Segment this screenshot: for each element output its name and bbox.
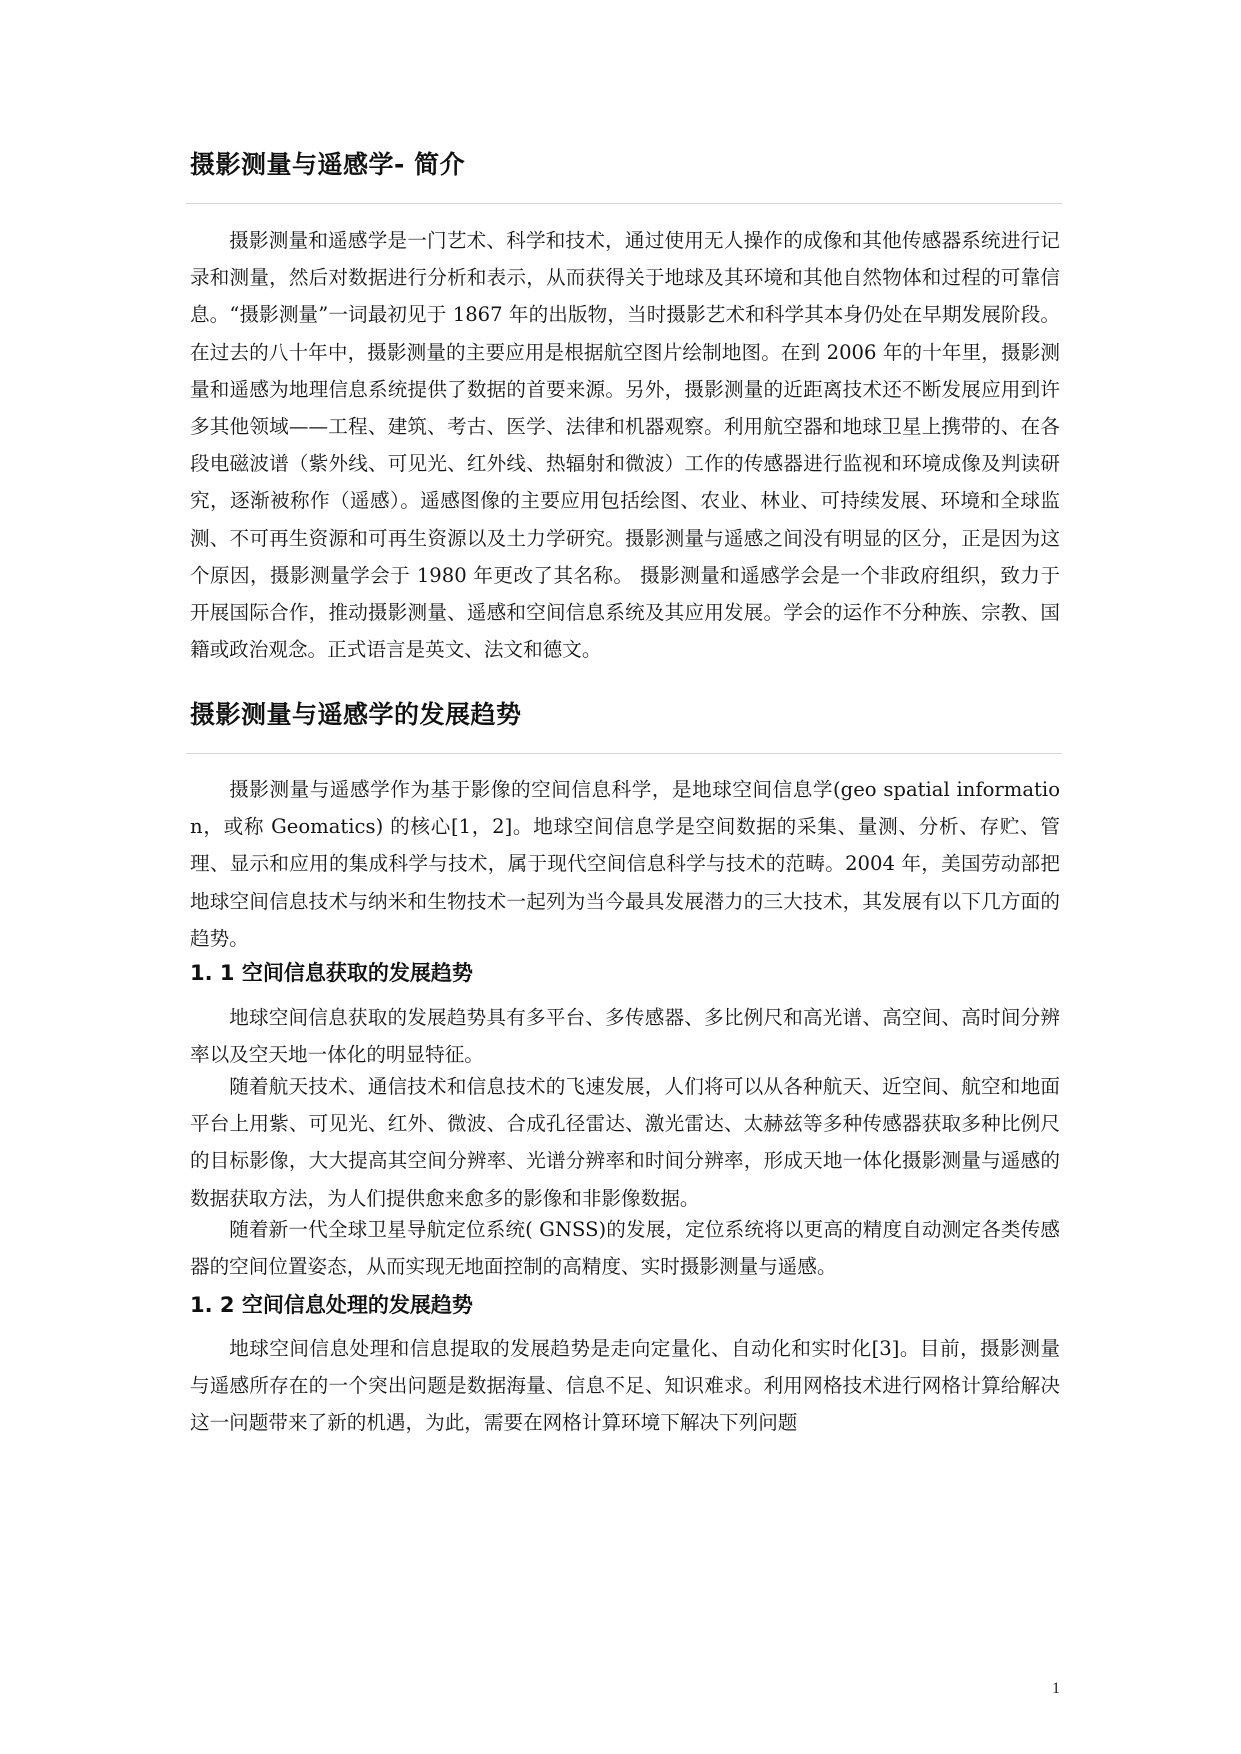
title-underline — [186, 753, 1062, 754]
acquisition-paragraph-1: 地球空间信息获取的发展趋势具有多平台、多传感器、多比例尺和高光谱、高空间、高时间分辨率以及空天地一体化的明显特征。 — [190, 1006, 1060, 1067]
title-underline — [186, 203, 1062, 204]
subsection-title-acquisition: 1. 1 空间信息获取的发展趋势 — [190, 961, 473, 985]
acquisition-paragraph-3: 随着新一代全球卫星导航定位系统( GNSS)的发展，定位系统将以更高的精度自动测定各类传感器的空间位置姿态，从而实现无地面控制的高精度、实时摄影测量与遥感。 — [190, 1218, 1060, 1279]
processing-paragraph-1: 地球空间信息处理和信息提取的发展趋势是走向定量化、自动化和实时化[3]。目前，摄影测量与遥感所存在的一个突出问题是数据海量、信息不足、知识难求。利用网格技术进行网格计算给解决这一问题带来了新的机遇，为此，需要在网格计算环境下解决下列问题 — [190, 1337, 1060, 1435]
intro-paragraph: 摄影测量和遥感学是一门艺术、科学和技术，通过使用无人操作的成像和其他传感器系统进行记录和测量，然后对数据进行分析和表示，从而获得关于地球及其环境和其他自然物体和过程的可靠信息。“摄影测量”一词最初见于 1867 年的出版物，当时摄影艺术和科学其本身仍处在早期发展阶段。在过去的八十年中，摄影测量的主要应用是根据航空图片绘制地图。在到 2006 年的十年里，摄影测量和遥感为地理信息系统提供了数据的首要来源。另外，摄影测量的近距离技术还不断发展应用到许多其他领域——工程、建筑、考古、医学、法律和机器观察。利用航空器和地球卫星上携带的、在各段电磁波谱（紫外线、可见光、红外线、热辐射和微波）工作的传感器进行监视和环境成像及判读研究，逐渐被称作（遥感）。遥感图像的主要应用包括绘图、农业、林业、可持续发展、环境和全球监测、不可再生资源和可再生资源以及土力学研究。摄影测量与遥感之间没有明显的区分，正是因为这个原因，摄影测量学会于 1980 年更改了其名称。 摄影测量和遥感学会是一个非政府组织，致力于开展国际合作，推动摄影测量、遥感和空间信息系统及其应用发展。学会的运作不分种族、宗教、国籍或政治观念。正式语言是英文、法文和德文。 — [190, 229, 1060, 662]
page-number: 1 — [1052, 1680, 1060, 1697]
document-page — [190, 0, 1060, 1754]
section-title-introduction: 摄影测量与遥感学- 简介 — [190, 150, 466, 179]
section-title-development-trends: 摄影测量与遥感学的发展趋势 — [190, 700, 522, 729]
subsection-title-processing: 1. 2 空间信息处理的发展趋势 — [190, 1293, 473, 1317]
acquisition-paragraph-2: 随着航天技术、通信技术和信息技术的飞速发展，人们将可以从各种航天、近空间、航空和地面平台上用紫、可见光、红外、微波、合成孔径雷达、激光雷达、太赫兹等多种传感器获取多种比例尺的目标影像，大大提高其空间分辨率、光谱分辨率和时间分辨率，形成天地一体化摄影测量与遥感的数据获取方法，为人们提供愈来愈多的影像和非影像数据。 — [190, 1075, 1060, 1210]
trends-paragraph: 摄影测量与遥感学作为基于影像的空间信息科学，是地球空间信息学(geo spatial information，或称 Geomatics) 的核心[1，2]。地球空间信息学是空间数据的采集、量测、分析、存贮、管理、显示和应用的集成科学与技术，属于现代空间信息科学与技术的范畴。2004 年，美国劳动部把地球空间信息技术与纳米和生物技术一起列为当今最具发展潜力的三大技术，其发展有以下几方面的趋势。 — [190, 778, 1060, 950]
